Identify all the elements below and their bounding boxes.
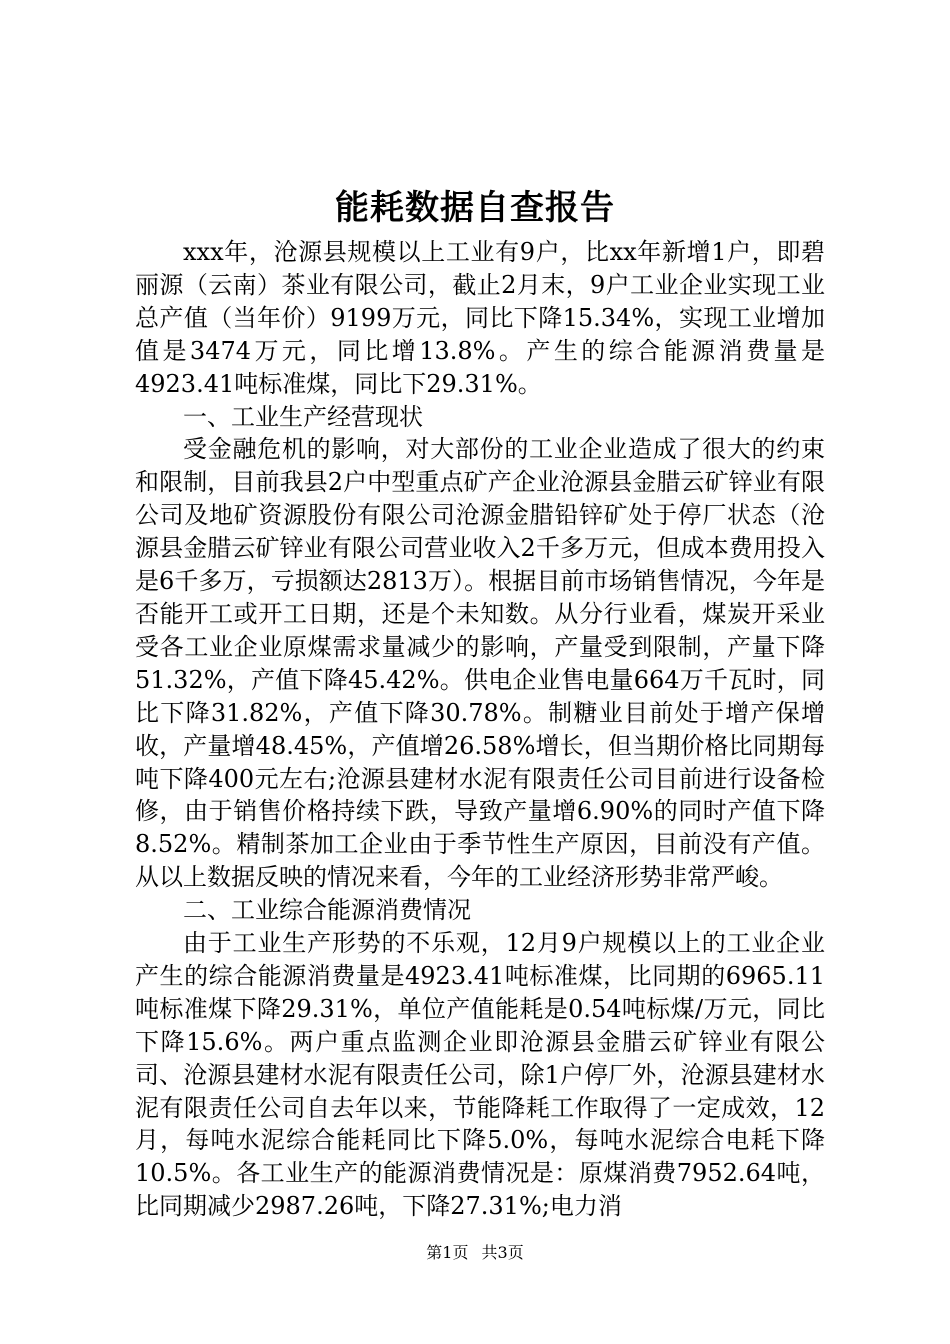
section-heading-2: 二、工业综合能源消费情况	[183, 896, 471, 925]
paragraph-section-2: 由于工业生产形势的不乐观，12月9户规模以上的工业企业产生的综合能源消费量是4923.41吨标准煤，比同期的6965.11吨标准煤下降29.31%，单位产值能耗是0.54吨标煤/万元，同比下降15.6%。两户重点监测企业即沧源县金腊云矿锌业有限公司、沧源县建材水泥有限责任公司，除1户停厂外，沧源县建材水泥有限责任公司自去年以来，节能降耗工作取得了一定成效，12月，每吨水泥综合能耗同比下降5.0%，每吨水泥综合电耗下降10.5%。各工业生产的能源消费情况是：原煤消费7952.64吨，比同期减少2987.26吨，下降27.31%;电力消	[135, 929, 825, 1221]
document-body	[135, 236, 825, 1223]
page-number: 第1页	[426, 1243, 469, 1262]
section-heading-1: 一、工业生产经营现状	[183, 402, 423, 431]
page-footer	[0, 1242, 950, 1264]
paragraph-section-1: 受金融危机的影响，对大部份的工业企业造成了很大的约束和限制，目前我县2户中型重点矿产企业沧源县金腊云矿锌业有限公司及地矿资源股份有限公司沧源金腊铅锌矿处于停厂状态（沧源县金腊云矿锌业有限公司营业收入2千多万元，但成本费用投入是6千多万，亏损额达2813万）。根据目前市场销售情况，今年是否能开工或开工日期，还是个未知数。从分行业看，煤炭开采业受各工业企业原煤需求量减少的影响，产量受到限制，产量下降51.32%，产值下降45.42%。供电企业售电量664万千瓦时，同比下降31.82%，产值下降30.78%。制糖业目前处于增产保增收，产量增48.45%，产值增26.58%增长，但当期价格比同期每吨下降400元左右;沧源县建材水泥有限责任公司目前进行设备检修，由于销售价格持续下跌，导致产量增6.90%的同时产值下降8.52%。精制茶加工企业由于季节性生产原因，目前没有产值。从以上数据反映的情况来看，今年的工业经济形势非常严峻。	[135, 435, 825, 892]
document-title: 能耗数据自查报告	[335, 188, 615, 228]
paragraph-intro: xxx年，沧源县规模以上工业有9户，比xx年新增1户，即碧丽源（云南）茶业有限公司，截止2月末，9户工业企业实现工业总产值（当年价）9199万元，同比下降15.34%，实现工业增加值是3474万元，同比增13.8%。产生的综合能源消费量是4923.41吨标准煤，同比下29.31%。	[135, 238, 825, 398]
page-total: 共3页	[481, 1243, 524, 1262]
